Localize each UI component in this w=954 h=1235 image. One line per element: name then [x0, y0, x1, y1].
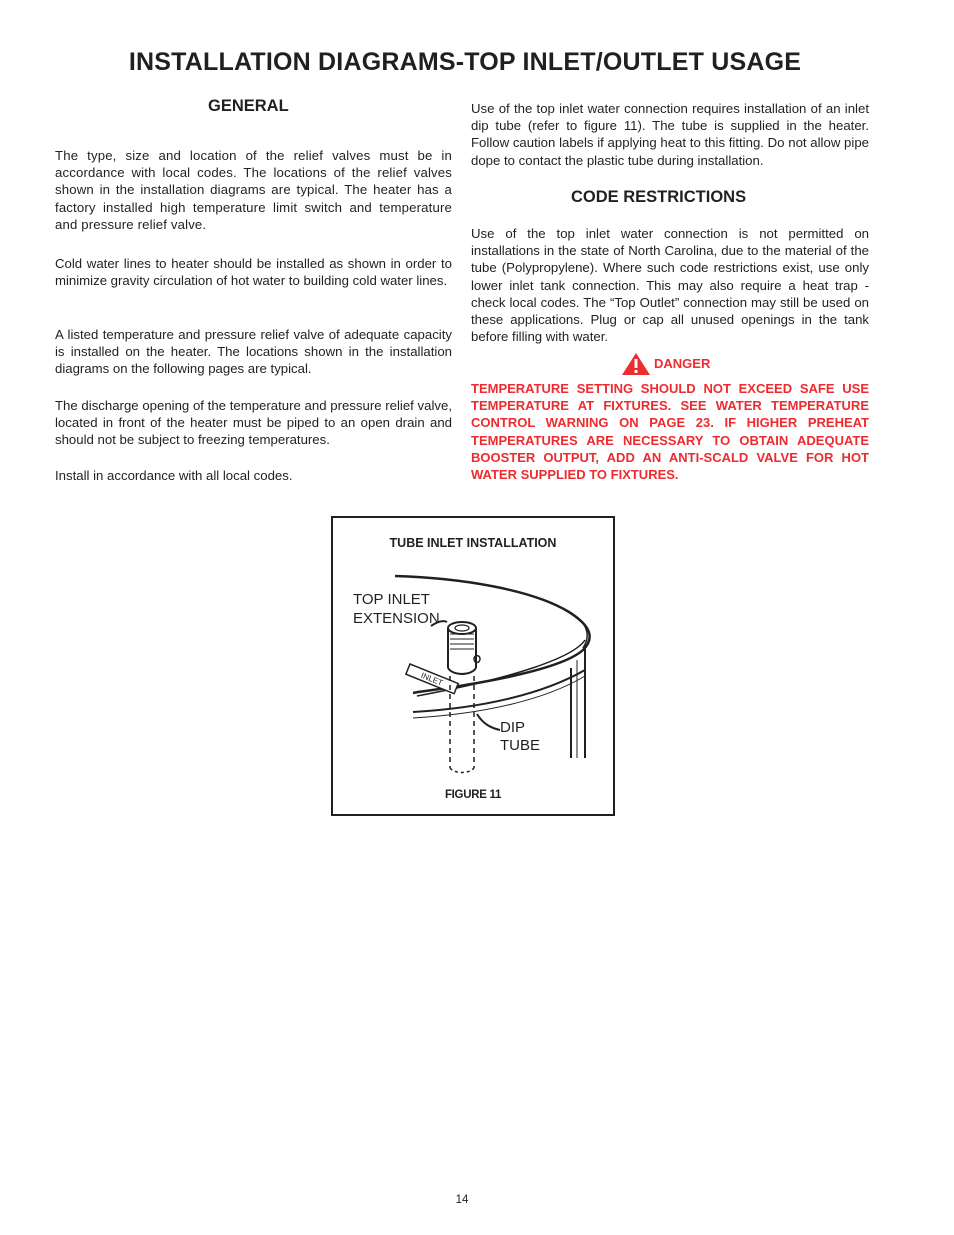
general-paragraph-2: Cold water lines to heater should be installed as shown in order to minimize gravity circulation of hot water to building cold water lines.: [55, 256, 452, 289]
general-heading: GENERAL: [208, 97, 289, 115]
inlet-tag-label: INLET: [419, 670, 445, 688]
danger-label: DANGER: [654, 356, 711, 372]
top-inlet-intro: Use of the top inlet water connection requires installation of an inlet dip tube (refer to figure 11). The tube is supplied in the heater. Follow caution labels if applying heat to this fitting. Do not allow pipe dope to contact the plastic tube during installation.: [471, 101, 869, 168]
danger-heading: [621, 352, 710, 376]
figure-title: TUBE INLET INSTALLATION: [389, 536, 557, 550]
dip-label: DIP: [500, 719, 526, 736]
general-paragraph-4: The discharge opening of the temperature and pressure relief valve, located in front of the heater must be piped to an open drain and should not be subject to freezing temperatures.: [55, 398, 452, 448]
extension-label: EXTENSION: [353, 610, 440, 627]
tube-inlet-illustration: [333, 518, 613, 814]
general-paragraph-1: The type, size and location of the relief valves must be in accordance with local codes. The locations of the relief valves shown in the installation diagrams are typical. The heater has a factory installed high temperature limit switch and temperature and pressure relief valve.: [55, 148, 452, 232]
figure-caption: FIGURE 11: [444, 789, 502, 801]
page-number: 14: [455, 1194, 469, 1206]
page-title: INSTALLATION DIAGRAMS-TOP INLET/OUTLET USAGE: [128, 48, 802, 76]
top-inlet-label: TOP INLET: [353, 591, 430, 608]
tube-label: TUBE: [500, 737, 541, 754]
code-restrictions-text: Use of the top inlet water connection is not permitted on installations in the state of North Carolina, due to the material of the tube (Polypropylene). Where such code restrictions exist, use only lower inlet tank connection. This may also require a heat trap - check local codes. The “Top Outlet” connection may still be used on these applications. Plug or cap all unused openings in the tank before filling with water.: [471, 226, 869, 345]
general-paragraph-5: Install in accordance with all local codes.: [55, 468, 293, 483]
general-paragraph-3: A listed temperature and pressure relief valve of adequate capacity is installed on the heater. The locations shown in the installation diagrams on the following pages are typical.: [55, 327, 452, 377]
warning-triangle-icon: [621, 352, 651, 376]
code-restrictions-heading: CODE RESTRICTIONS: [571, 188, 747, 206]
figure-11-box: [331, 516, 615, 816]
danger-warning-text: TEMPERATURE SETTING SHOULD NOT EXCEED SAFE USE TEMPERATURE AT FIXTURES. SEE WATER TEMPERATURE CONTROL WARNING ON PAGE 23. IF HIGHER PREHEAT TEMPERATURES ARE NECESSARY TO OBTAIN ADEQUATE BOOSTER OUTPUT, ADD AN ANTI-SCALD VALVE FOR HOT WATER SUPPLIED TO FIXTURES.: [471, 381, 869, 483]
